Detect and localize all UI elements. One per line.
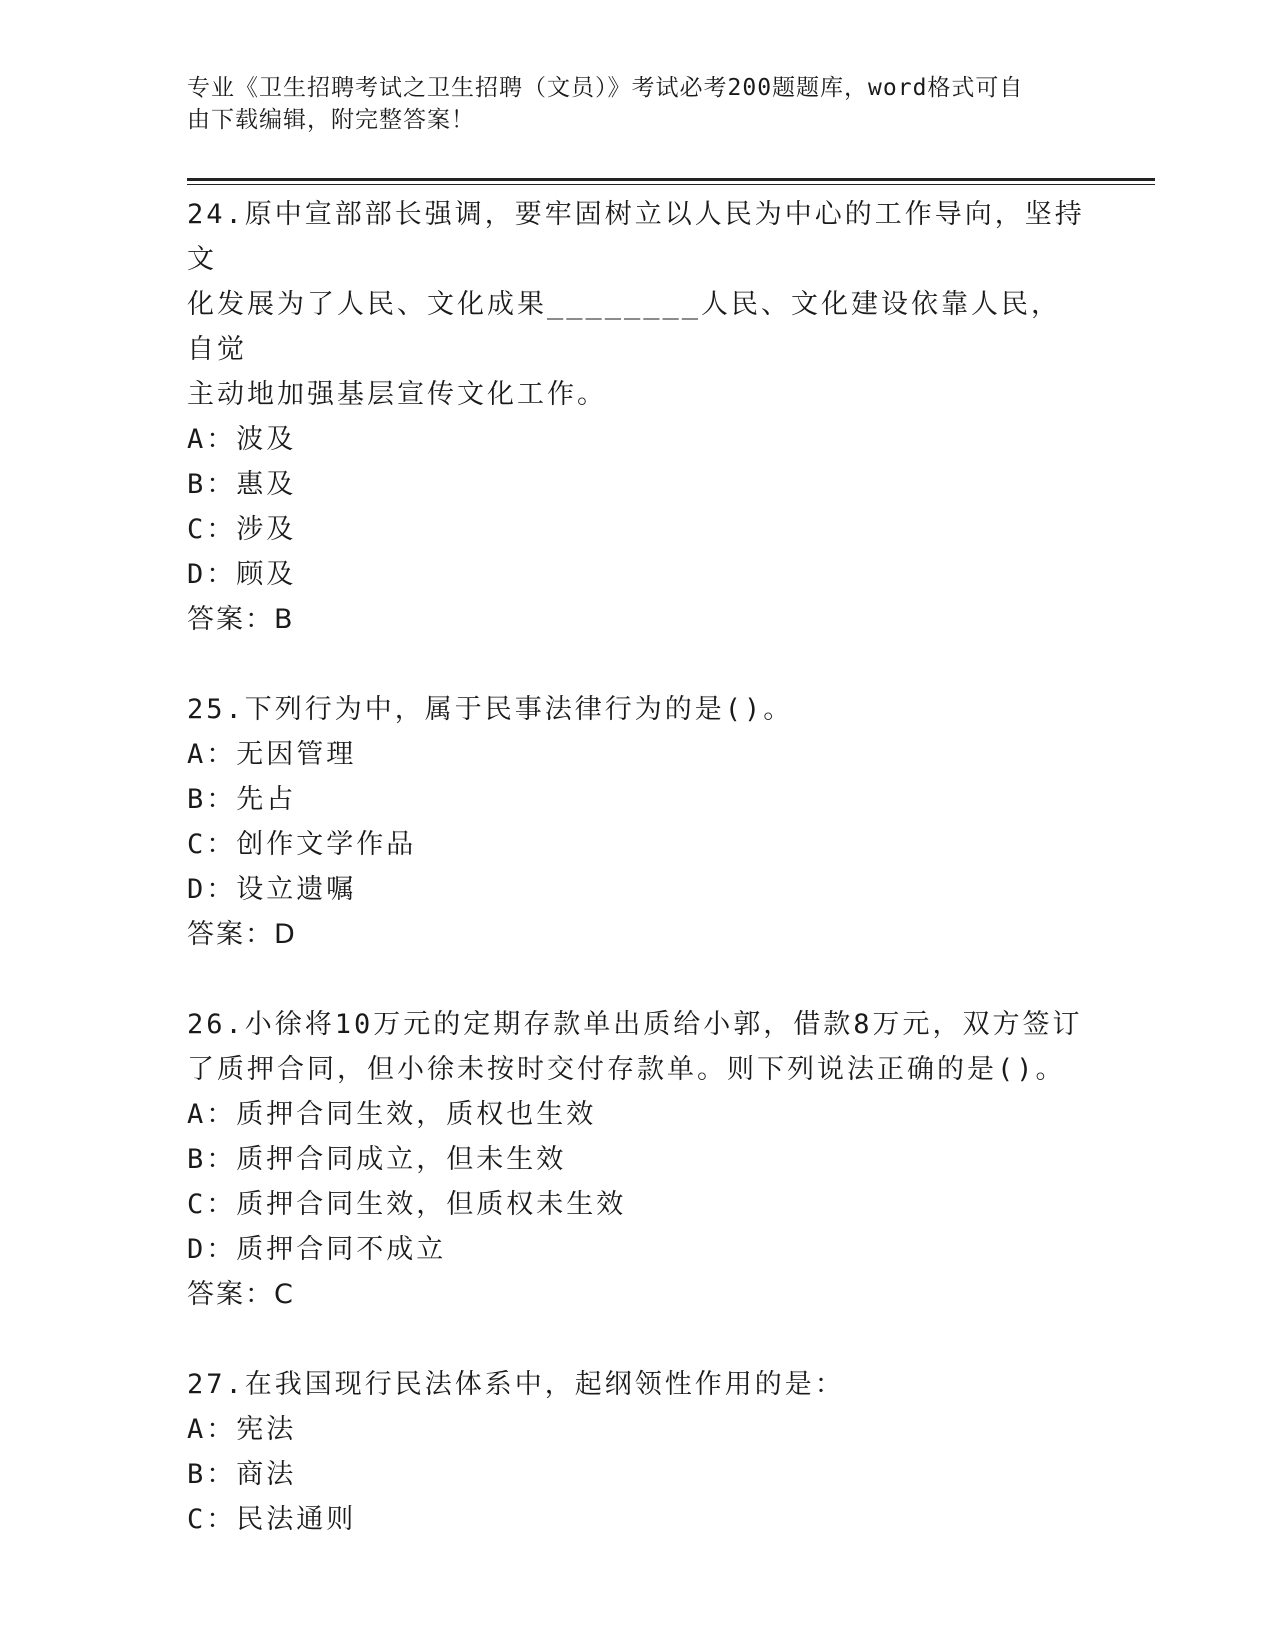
question-text-line: 了质押合同，但小徐未按时交付存款单。则下列说法正确的是()。 (187, 1054, 1066, 1085)
option-b: B：质押合同成立，但未生效 (187, 1144, 567, 1175)
question-text-line: 主动地加强基层宣传文化工作。 (187, 379, 607, 410)
answer: 答案：D (187, 919, 297, 950)
option-b: B：惠及 (187, 469, 297, 500)
header-rule-thick (187, 178, 1155, 181)
header-line-2: 由下载编辑，附完整答案！ (187, 107, 475, 133)
option-d: D：设立遗嘱 (187, 874, 357, 905)
option-d: D：质押合同不成立 (187, 1234, 447, 1265)
answer: 答案：B (187, 604, 295, 635)
question-text-line: 27.在我国现行民法体系中，起纲领性作用的是： (187, 1369, 845, 1400)
option-c: C：创作文学作品 (187, 829, 417, 860)
option-a: A：波及 (187, 424, 297, 455)
question-24 (187, 192, 1087, 642)
option-b: B：先占 (187, 784, 297, 815)
header-rule-thin (187, 184, 1155, 185)
question-list (187, 192, 1087, 1542)
option-b: B：商法 (187, 1459, 297, 1490)
option-c: C：涉及 (187, 514, 297, 545)
option-c: C：质押合同生效，但质权未生效 (187, 1189, 627, 1220)
question-text-line: 26.小徐将10万元的定期存款单出质给小郭，借款8万元，双方签订 (187, 1009, 1083, 1040)
question-text-line: 化发展为了人民、文化成果________人民、文化建设依靠人民，自觉 (187, 289, 1062, 365)
answer: 答案：C (187, 1279, 295, 1310)
option-a: A：宪法 (187, 1414, 297, 1445)
option-d: D：顾及 (187, 559, 297, 590)
option-c: C：民法通则 (187, 1504, 357, 1535)
option-a: A：质押合同生效，质权也生效 (187, 1099, 597, 1130)
question-text-line: 25.下列行为中，属于民事法律行为的是()。 (187, 694, 794, 725)
document-header (187, 72, 1067, 136)
question-text-line: 24.原中宣部部长强调，要牢固树立以人民为中心的工作导向，坚持文 (187, 199, 1085, 275)
question-26 (187, 1002, 1087, 1317)
question-27 (187, 1362, 1087, 1542)
question-25 (187, 687, 1087, 957)
option-a: A：无因管理 (187, 739, 357, 770)
header-line-1: 专业《卫生招聘考试之卫生招聘（文员）》考试必考200题题库，word格式可自 (187, 75, 1024, 101)
